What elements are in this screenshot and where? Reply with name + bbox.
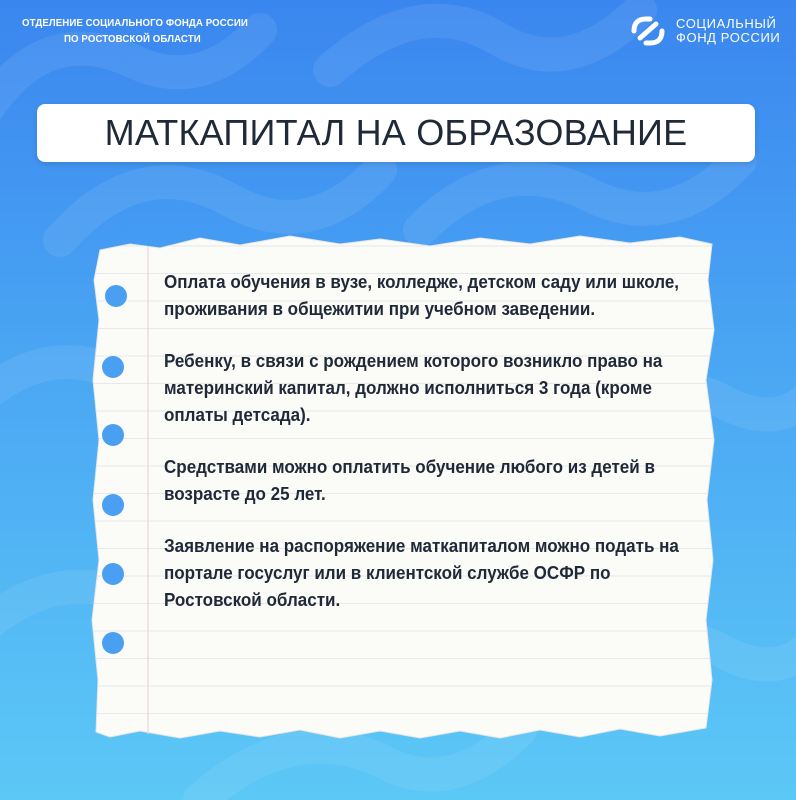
organization-line-2: ПО РОСТОВСКОЙ ОБЛАСТИ xyxy=(64,33,201,45)
logo-line-2: ФОНД РОССИИ xyxy=(676,30,781,45)
paragraph-any-child: Средствами можно оплатить обучение любого из детей в возрасте до 25 лет. xyxy=(164,456,655,504)
content-text xyxy=(164,268,704,638)
binder-hole xyxy=(102,632,124,654)
paragraph-child-age: Ребенку, в связи с рождением которого возникло право на материнский капитал, должно исполниться 3 года (кроме оплаты детсада). xyxy=(164,350,663,425)
binder-hole xyxy=(102,494,124,516)
logo-line-1: СОЦИАЛЬНЫЙ xyxy=(676,16,777,31)
binder-hole xyxy=(102,356,124,378)
page-title: МАТКАПИТАЛ НА ОБРАЗОВАНИЕ xyxy=(104,112,688,153)
binder-hole xyxy=(105,285,127,307)
organization-line-1: ОТДЕЛЕНИЕ СОЦИАЛЬНОГО ФОНДА РОССИИ xyxy=(22,17,248,29)
paragraph-education-payment: Оплата обучения в вузе, колледже, детском саду или школе, проживания в общежитии при учебном заведении. xyxy=(164,271,680,319)
paragraph-application: Заявление на распоряжение маткапиталом можно подать на портале госуслуг или в клиентской службе ОСФР по Ростовской области. xyxy=(164,535,679,610)
binder-hole xyxy=(102,424,124,446)
binder-hole xyxy=(102,563,124,585)
